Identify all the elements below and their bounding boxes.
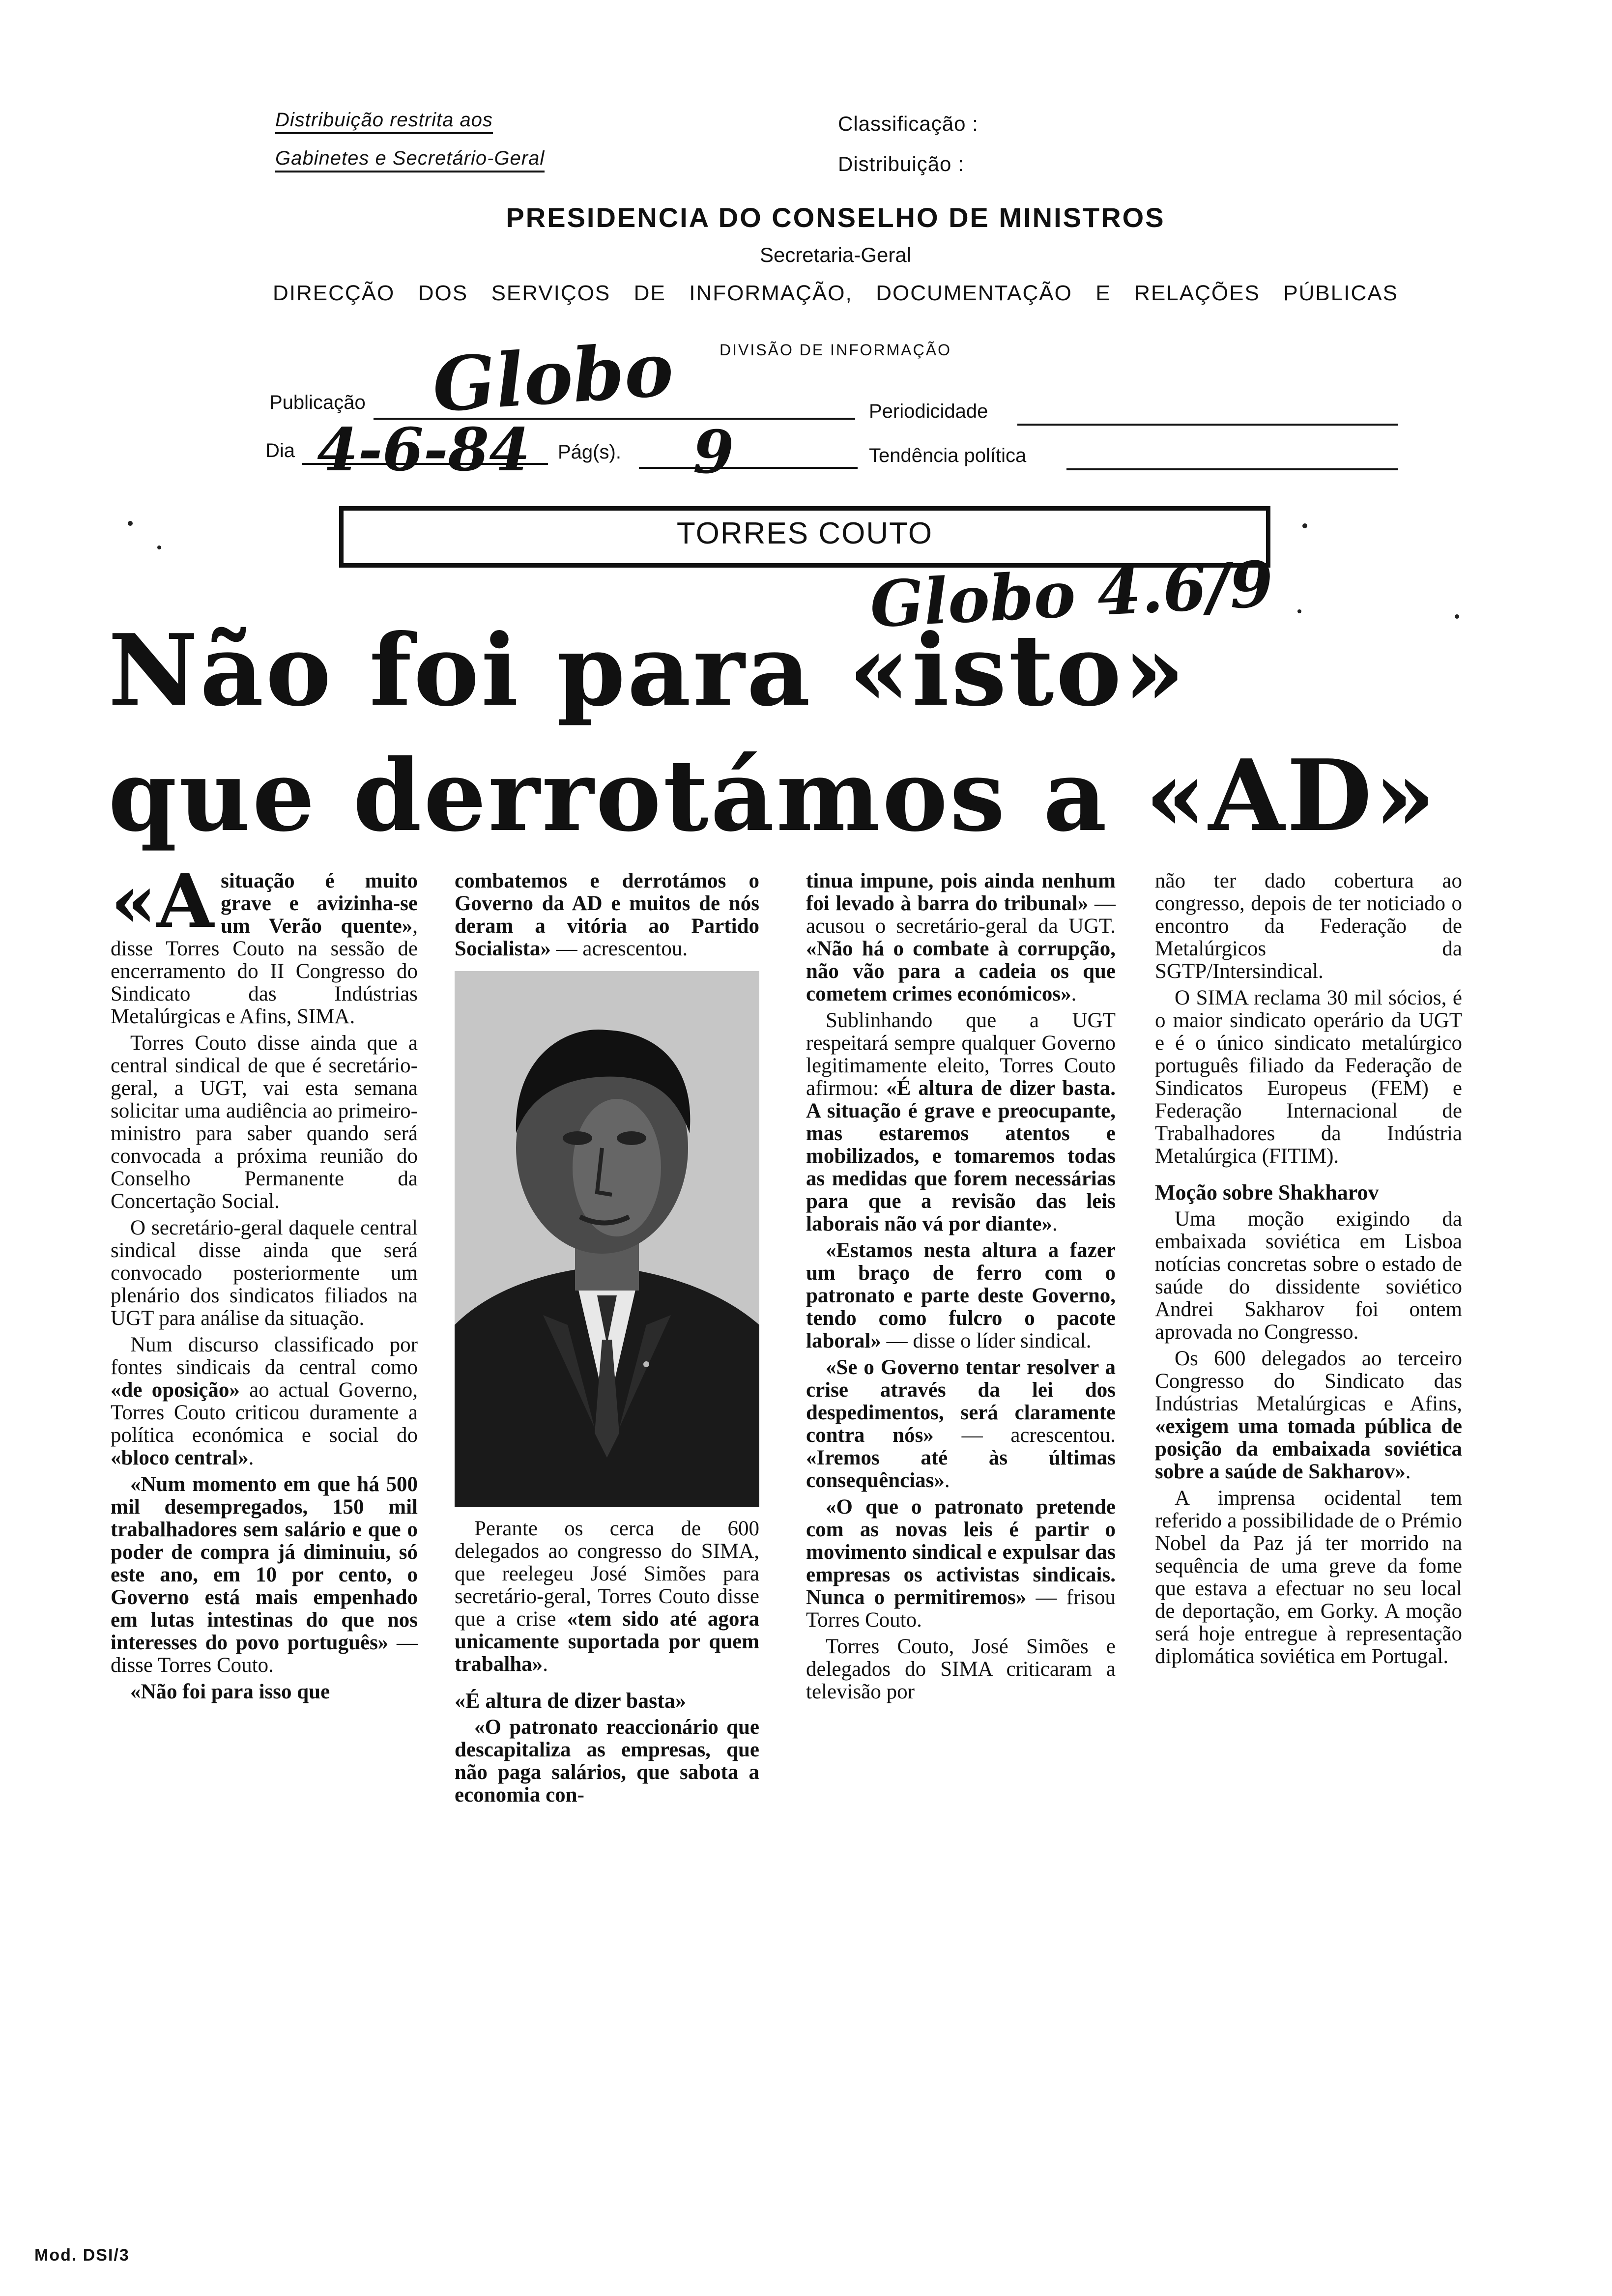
text-run-bold: combatemos e derrotámos o Governo da AD e muitos de nós deram a vitória ao Partido Socialista» xyxy=(455,869,759,960)
text-run: Num discurso classificado por fontes sindicais da central como xyxy=(111,1333,418,1379)
periodicity-field-line xyxy=(1017,424,1398,426)
article-column-3 xyxy=(806,870,1116,1707)
text-run-bold: «Num momento em que há 500 mil desempregados, 150 mil trabalhadores sem salário e que o poder de compra já diminuiu, só este ano, em 10 por cento, o Governo está mais empenhado em lutas intestinas do que nos interesses do povo português» xyxy=(111,1473,418,1654)
secretariat-subtitle: Secretaria-Geral xyxy=(759,243,912,266)
periodicity-label: Periodicidade xyxy=(869,401,988,422)
article-paragraph: Uma moção exigindo da embaixada soviética em Lisboa notícias concretas sobre o estado de saúde do dissidente soviético Andrei Sakharov foi ontem aprovada no Congresso. xyxy=(1155,1207,1462,1344)
scan-speck xyxy=(1297,609,1301,613)
article-paragraph xyxy=(806,870,1116,1005)
text-run-bold: «de oposição» xyxy=(111,1378,240,1402)
text-run-bold: «Estamos nesta altura a fazer um braço de ferro com o patronato e parte deste Governo, tendo como fulcro o pacote laboral» xyxy=(806,1239,1116,1352)
text-run: — acrescentou. xyxy=(550,937,688,960)
text-run: — acusou o secretário-geral da UGT. xyxy=(806,892,1116,938)
text-run-bold: «O que o patronato pretende com as novas leis é partir o movimento sindical e expulsar das empresas os activistas sindicais. Nunca o permitiremos» xyxy=(806,1495,1116,1609)
text-run-bold: «Iremos até às últimas consequências» xyxy=(806,1446,1116,1492)
text-run: . xyxy=(248,1446,254,1469)
scan-speck xyxy=(1455,614,1459,619)
text-run: Os 600 delegados ao terceiro Congresso do Sindicato das Indústrias Metalúrgicas e Afins, xyxy=(1155,1347,1462,1415)
text-run: . xyxy=(1052,1212,1058,1235)
division-label: DIVISÃO DE INFORMAÇÃO xyxy=(720,341,951,359)
text-run: — disse Torres Couto. xyxy=(111,1631,418,1677)
text-run-bold: tinua impune, pois ainda nenhum foi levado à barra do tribunal» xyxy=(806,869,1116,915)
article-paragraph xyxy=(111,1681,418,1703)
article-column-4 xyxy=(1155,870,1462,1672)
pages-label: Pág(s). xyxy=(558,441,621,463)
pages-field-line xyxy=(639,467,858,469)
text-run: — disse o líder sindical. xyxy=(881,1329,1092,1352)
directorate-word: PÚBLICAS xyxy=(1283,281,1398,305)
directorate-word: DOS xyxy=(418,281,468,305)
day-handwritten-value: 4-6-84 xyxy=(317,415,530,485)
lead-quote: situação é muito grave e avizinha-se um Verão quente» xyxy=(221,869,418,938)
text-run: . xyxy=(543,1653,548,1676)
text-run: — frisou Torres Couto. xyxy=(806,1586,1116,1632)
scan-speck xyxy=(1302,523,1307,528)
article-paragraph: O SIMA reclama 30 mil sócios, é o maior sindicato operário da UGT e é o único sindicato metalúrgico português filiado da Federação de Sindicatos Europeus (FEM) e Federação Internacional de Trabalhadores da Indústria Metalúrgica (FITIM). xyxy=(1155,986,1462,1168)
text-run-bold: «Se o Governo tentar resolver a crise através da lei dos despedimentos, será claramente contra nós» xyxy=(806,1356,1116,1447)
distribution-label: Distribuição : xyxy=(838,152,964,175)
headline-line-1: Não foi para «isto» xyxy=(108,613,1187,728)
scan-speck xyxy=(157,545,161,549)
pages-handwritten-value: 9 xyxy=(693,418,734,487)
text-run-bold: «bloco central» xyxy=(111,1446,249,1469)
text-run-bold: «Não há o combate à corrupção, não vão para a cadeia os que cometem crimes económicos» xyxy=(806,937,1116,1005)
directorate-word: DE xyxy=(633,281,666,305)
article-paragraph xyxy=(806,1496,1116,1632)
directorate-line xyxy=(273,281,1398,306)
article-paragraph xyxy=(455,1716,759,1807)
text-run: ao actual Governo, Torres Couto criticou duramente a política económica e social do xyxy=(111,1378,418,1447)
article-paragraph xyxy=(111,1473,418,1677)
publication-label: Publicação xyxy=(269,392,366,413)
text-run-bold: «É altura de dizer basta. A situação é grave e preocupante, mas estaremos atentos e mobilizados, e tomaremos todas as medidas que forem necessárias para que a revisão das leis laborais não vá por diante» xyxy=(806,1077,1116,1235)
text-run: . xyxy=(1405,1460,1411,1483)
handwritten-reference: Globo 4.6/9 xyxy=(868,547,1275,642)
text-run: — acrescentou. xyxy=(933,1424,1116,1447)
political-tendency-label: Tendência política xyxy=(869,445,1027,466)
directorate-word: SERVIÇOS xyxy=(491,281,611,305)
directorate-word: DIRECÇÃO xyxy=(273,281,395,305)
text-run-bold: «exigem uma tomada pública de posição da embaixada soviética sobre a saúde de Sakharov» xyxy=(1155,1415,1462,1483)
article-paragraph xyxy=(455,1518,759,1676)
restricted-distribution-line-1: Distribuição restrita aos xyxy=(275,109,493,134)
article-paragraph: não ter dado cobertura ao congresso, depois de ter noticiado o encontro da Federação de Metalúrgicos da SGTP/Intersindical. xyxy=(1155,869,1462,983)
article-lead-paragraph xyxy=(111,858,418,1028)
portrait-photo xyxy=(455,971,759,1507)
directorate-word: RELAÇÕES xyxy=(1134,281,1260,305)
text-run-bold: «O patronato reaccionário que descapitaliza as empresas, que não paga salários, que sabota a economia con- xyxy=(455,1716,759,1807)
article-column-1 xyxy=(111,858,418,1707)
text-run: Perante os cerca de 600 delegados ao congresso do SIMA, que reelegeu José Simões para secretário-geral, Torres Couto disse que a crise xyxy=(455,1517,759,1631)
restricted-distribution-line-2: Gabinetes e Secretário-Geral xyxy=(275,147,545,172)
scan-speck xyxy=(128,521,133,526)
directorate-word: DOCUMENTAÇÃO xyxy=(876,281,1072,305)
article-paragraph: Torres Couto disse ainda que a central sindical de que é secretário-geral, a UGT, vai esta semana solicitar uma audiência ao primeiro-ministro para saber quando será convocada a próxima reunião do Conselho Permanente da Concertação Social. xyxy=(111,1032,418,1213)
article-paragraph xyxy=(111,1334,418,1469)
article-paragraph xyxy=(455,870,759,960)
section-subhead: «É altura de dizer basta» xyxy=(455,1689,686,1713)
portrait-image xyxy=(455,971,759,1507)
article-paragraph xyxy=(1155,1348,1462,1483)
form-code: Mod. DSI/3 xyxy=(34,2246,130,2265)
text-run-bold: «tem sido até agora unicamente suportada por quem trabalha» xyxy=(455,1607,759,1676)
text-run: . xyxy=(944,1469,950,1492)
lead-text: , disse Torres Couto na sessão de encerramento do II Congresso do Sindicato das Indústrias Metalúrgicas e Afins, SIMA. xyxy=(111,915,418,1028)
article-paragraph xyxy=(806,1239,1116,1352)
text-run-bold: «Não foi para isso que xyxy=(130,1680,330,1703)
directorate-word: E xyxy=(1095,281,1111,305)
political-tendency-field-line xyxy=(1066,468,1398,470)
article-paragraph xyxy=(806,1356,1116,1492)
headline-line-2: que derrotámos a «AD» xyxy=(108,738,1438,854)
publication-handwritten-value: Globo xyxy=(430,326,676,429)
article-paragraph: Torres Couto, José Simões e delegados do SIMA criticaram a televisão por xyxy=(806,1635,1116,1703)
day-label: Dia xyxy=(265,440,295,461)
section-subhead: Moção sobre Shakharov xyxy=(1155,1180,1379,1205)
classification-label: Classificação : xyxy=(838,112,979,135)
text-run: . xyxy=(1071,982,1077,1005)
directorate-word: INFORMAÇÃO, xyxy=(689,281,853,305)
presidency-title: PRESIDENCIA DO CONSELHO DE MINISTROS xyxy=(506,202,1165,233)
article-column-2 xyxy=(455,870,759,1810)
subject-tag: TORRES COUTO xyxy=(676,517,933,550)
article-paragraph: A imprensa ocidental tem referido a possibilidade de o Prémio Nobel da Paz já ter morrido na sequência de uma greve da fome que estava a efectuar no seu local de deportação, em Gorky. A moção será hoje entregue à representação diplomática soviética em Portugal. xyxy=(1155,1487,1462,1668)
article-paragraph: O secretário-geral daquele central sindical disse ainda que será convocado posteriormente um plenário dos sindicatos filiados na UGT para análise da situação. xyxy=(111,1216,418,1330)
article-paragraph xyxy=(806,1009,1116,1235)
drop-cap: «A xyxy=(111,858,214,945)
text-run: Sublinhando que a UGT respeitará sempre qualquer Governo legitimamente eleito, Torres Couto afirmou: xyxy=(806,1009,1116,1100)
